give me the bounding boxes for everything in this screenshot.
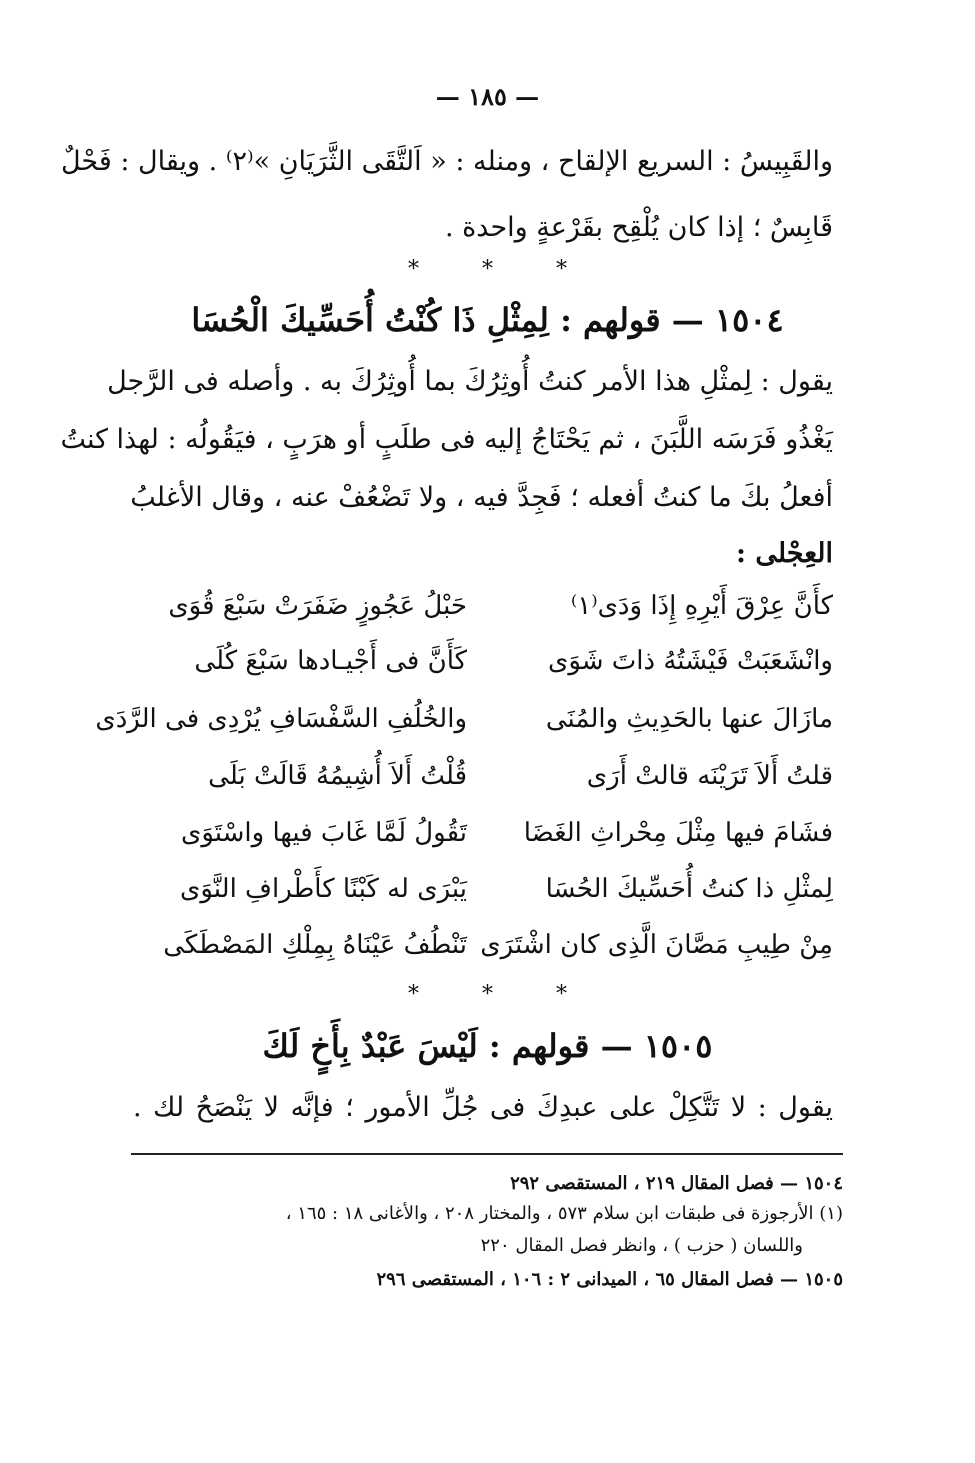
section-separator: * * * [408,257,595,282]
verse-line [0,922,975,968]
verse-hemistich-second: والخُلُفِ السَّفْسَافِ يُرْدِى فى الرَّدَى [95,704,467,734]
verse-hemistich-second: حَبْلُ عَجُوزٍ ضَفَرَتْ سَبْعَ قُوَى [168,591,467,621]
verse-hemistich-first: فشَامَ فيها مِثْلَ مِحْراثِ الغَضَا [523,818,833,848]
verse-hemistich-second: تَقُولُ لَمَّا غَابَ فيها واسْتَوَى [180,818,467,848]
entry-text-line: يقول : لا تَتَّكِلْ على عبدِكَ فى جُلِّ الأمور ؛ فإنَّه لا يَنْصَحُ لك . [133,1092,833,1123]
verse-hemistich-first: مِنْ طِيبِ مَصَّانَ الَّذِى كان اشْتَرَى [480,930,833,960]
verse-hemistich-first: لِمثْلِ ذا كنتُ أُحَسِّيكَ الحُسَا [545,874,833,904]
entry-heading-1504: ١٥٠٤ — قولهم : لِمِثْلِ ذَا كُنْتُ أُحَسِّيكَ الْحُسَا [191,301,784,339]
verse-line [0,638,975,684]
verse-hemistich-first: قلتُ أَلاَ تَرَيْنَه قالتْ أَرَى [586,761,833,791]
page-number: — ١٨٥ — [435,82,540,111]
poet-name: العِجْلى : [736,538,833,569]
verse-line [0,696,975,742]
verse-line [0,583,975,629]
verse-hemistich-second: تَنْطُفُ عَيْنَاهُ بِمِلْكِ المَصْطَكَى [163,930,467,960]
verse-hemistich-second: قُلْتُ أَلاَ أُشِيمُهُ قَالَتْ بَلَى [208,761,467,791]
entry-heading-1505: ١٥٠٥ — قولهم : لَيْسَ عَبْدٌ بِأَخٍ لَكَ [262,1027,713,1065]
entry-text-line: يقول : لِمثْلِ هذا الأمر كنتُ أُوثِرُكَ بما أُوثِرُكَ به . وأصله فى الرَّجل [107,366,833,397]
verse-hemistich-second: كَأَنَّ فى أَجْيـادها سَبْعَ كُلَى [194,646,467,676]
entry-text-line: أفعلُ بكَ ما كنتُ أفعله ؛ فَجِدَّ فيه ، ولا تَضْعُفْ عنه ، وقال الأغلبُ [130,482,833,513]
intro-line: قَابِسٌ ؛ إذا كان يُلْقِح بقَرْعةٍ واحدة . [445,212,833,243]
footnote-1-continued: واللسان ( حزب ) ، وانظر فصل المقال ٢٢٠ [480,1235,803,1256]
footnote-divider [131,1153,843,1155]
verse-line [0,810,975,856]
section-separator: * * * [408,982,595,1007]
footnote-source-1505: ١٥٠٥ — فصل المقال ٦٥ ، الميدانى ٢ : ١٠٦ ، المستقصى ٢٩٦ [376,1269,843,1290]
footnote-1: (١) الأرجوزة فى طبقات ابن سلام ٥٧٣ ، والمختار ٢٠٨ ، والأغانى ١٨ : ١٦٥ ، [285,1203,843,1224]
verse-line [0,866,975,912]
verse-hemistich-first: وانْشَعَبَتْ فَيْشَتُهُ ذاتَ شَوَى [547,646,833,676]
verse-hemistich-first: كأَنَّ عِرْقَ أَيْرِهِ إِذَا وَدَى⁽١⁾ [570,591,833,621]
entry-text-line: يَغْذُو فَرَسَه اللَّبَنَ ، ثم يَحْتَاجُ إليه فى طلَبٍ أو هرَبٍ ، فيَقُولُه : لهذا كنتُ [60,424,833,455]
footnote-source-1504: ١٥٠٤ — فصل المقال ٢١٩ ، المستقصى ٢٩٢ [510,1173,843,1194]
intro-line: والقَبِيسُ : السريع الإلقاح ، ومنله : « اَلتَّقَى الثَّرَيَانِ »⁽٢⁾ . ويقال : فَحْلٌ [60,146,833,177]
verse-hemistich-first: مازَالَ عنها بالحَدِيثِ والمُنَى [545,704,833,734]
verse-line [0,753,975,799]
verse-hemistich-second: يَبْرَى له كَبْنًا كأَطْرافِ النَّوَى [180,874,467,904]
